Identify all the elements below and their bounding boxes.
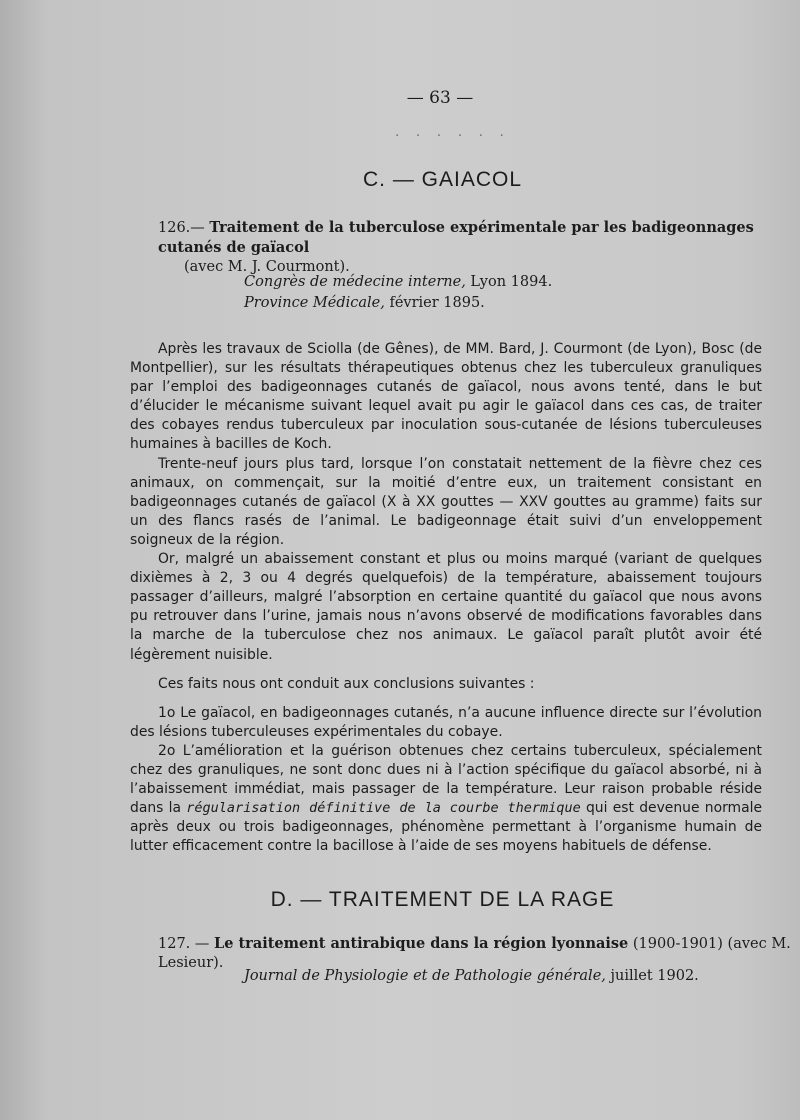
paragraph: Après les travaux de Sciolla (de Gênes), de MM. Bard, J. Courmont (de Lyon), Bosc (de Montpellier), sur les résultats thérapeutiques obtenus chez les tuberculeux granuliques par l’emploi des badigeonnages cutanés de gaïacol, nous avons tenté, dans le but d’élucider le mécanisme suivant lequel avait pu agir le gaïacol dans ces cas, de traiter des cobayes rendus tuberculeux par inoculation sous-cutanée de lésions tuberculeuses humaines à bacilles de Koch. (130, 341, 762, 453)
reference-detail: février 1895. (389, 295, 485, 311)
emphasized-text: régularisation définitive de la courbe thermique (186, 800, 581, 817)
entry-years: (1900-1901) (632, 936, 723, 952)
paragraph: 1o Le gaïacol, en badigeonnages cutanés, n’a aucune influence directe sur l’évolution des lésions tuberculeuses expérimentales du cobaye. (130, 704, 762, 740)
paragraph-conclusion (130, 742, 762, 857)
body-text (130, 340, 762, 856)
paragraph: Or, malgré un abaissement constant et plus ou moins marqué (variant de quelques dixièmes à 2, 3 ou 4 degrés quelquefois) de la température, abaissement toujours passager d’ailleurs, malgré l’absorption en certaine quantité du gaïacol que nous avons pu retrouver dans l’urine, jamais nous n’avons observé de modifications favorables dans la marche de la tuberculose chez nos animaux. Le gaïacol paraît plutôt avoir été légèrement nuisible. (130, 551, 762, 663)
page-number: — 63 — (406, 88, 474, 108)
reference-line (244, 272, 744, 293)
reference-source: Journal de Physiologie et de Pathologie générale, (244, 968, 606, 984)
section-c-title: C. — GAIACOL (362, 168, 523, 191)
entry-number: 126.— (158, 220, 205, 236)
entry-126-references (244, 272, 744, 314)
entry-126 (158, 218, 790, 277)
text-run: 2o L’amélioration et la guérison obtenues chez certains tuberculeux, spécialement chez des granuliques, ne sont donc dues ni à l’action spécifique du gaïacol absorbé, ni à l’abaissement immédiat, mais passager de la température. Leur raison probable réside dans la (130, 742, 762, 817)
reference-detail: juillet 1902. (610, 968, 699, 984)
text-run: qui est devenue normale après deux ou trois badigeonnages, phénomène permettant à l’organisme humain de lutter efficacement contre la bacillose à l’aide de ses moyens habituels de défense. (130, 800, 762, 855)
entry-title: Traitement de la tuberculose expérimentale par les badigeonnages cutanés de gaïacol (158, 219, 754, 256)
paragraph: Ces faits nous ont conduit aux conclusions suivantes : (158, 675, 535, 692)
paragraph: Trente-neuf jours plus tard, lorsque l’on constatait nettement de la fièvre chez ces animaux, on commençait, sur la moitié d’entre eux, un traitement consistant en badigeonnages cutanés de gaïacol (X à XX gouttes — XXV gouttes au gramme) faits sur un des flancs rasés de l’animal. Le badigeonnage était suivi d’un enveloppement soigneux de la région. (130, 455, 762, 548)
entry-title: Le traitement antirabique dans la région lyonnaise (214, 935, 629, 952)
entry-coauthor: (avec M. J. Courmont). (184, 259, 350, 275)
reference-source: Congrès de médecine interne, (244, 274, 466, 290)
reference-detail: Lyon 1894. (470, 274, 553, 290)
reference-line (244, 293, 744, 314)
decorative-dots: · · · · · · (395, 128, 510, 144)
section-d-title: D. — TRAITEMENT DE LA RAGE (270, 888, 615, 911)
entry-number: 127. — (158, 936, 210, 952)
entry-coauthor: (avec M. Lesieur). (158, 936, 791, 971)
entry-127-reference (244, 968, 764, 984)
reference-source: Province Médicale, (244, 295, 385, 311)
